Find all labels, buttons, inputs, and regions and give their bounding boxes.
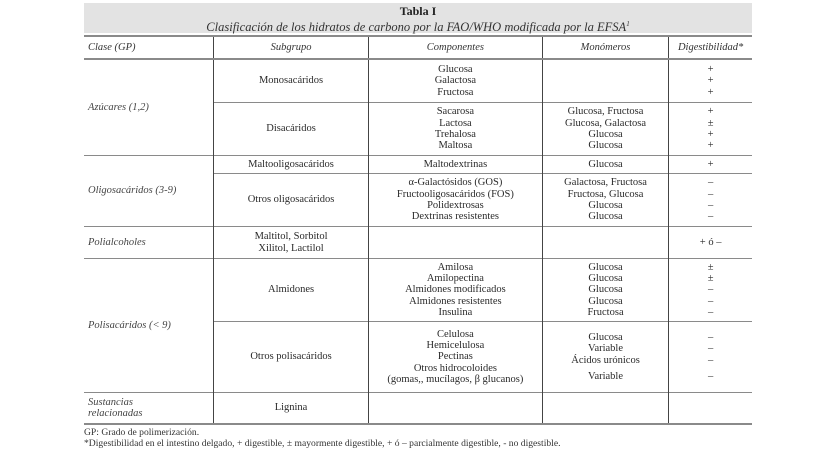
digestibility-value: ± xyxy=(707,273,714,285)
component-item: Glucosa xyxy=(438,64,473,76)
monomer-item: Variable xyxy=(588,370,624,382)
component-item: Almidones modificados xyxy=(405,284,506,296)
subgroup-line: Maltitol, Sorbitol xyxy=(254,231,328,243)
monomer-item: Variable xyxy=(588,343,624,355)
digestibility-value: ± xyxy=(707,117,714,129)
clase-line: Sustancias xyxy=(88,396,133,408)
monomer-item: Fructosa, Glucosa xyxy=(567,188,644,200)
clase-cell: Polialcoholes xyxy=(84,227,214,259)
clase-line: relacionadas xyxy=(88,408,143,419)
monomer-item: Ácidos urónicos xyxy=(571,354,640,366)
subgrupo-cell xyxy=(214,227,369,259)
digestibility-value: – xyxy=(707,284,714,296)
component-item: Sacarosa xyxy=(436,106,475,118)
clase-cell: Polisacáridos (< 9) xyxy=(84,259,214,393)
digestibility-value: – xyxy=(707,200,714,211)
monomeros-cell xyxy=(542,174,668,227)
digestibilidad-cell xyxy=(669,322,752,393)
componentes-cell xyxy=(368,322,542,393)
monomer-item: Fructosa xyxy=(587,306,624,318)
component-item: (gomas,, mucílagos, β glucanos) xyxy=(387,373,524,385)
monomer-item: Glucosa, Galactosa xyxy=(564,117,647,129)
subgrupo-cell: Disacáridos xyxy=(214,103,369,156)
header-digestibilidad: Digestibilidad* xyxy=(669,36,752,59)
digestibilidad-cell xyxy=(669,103,752,156)
monomer-item: Glucosa xyxy=(588,284,623,296)
component-item: Galactosa xyxy=(434,75,477,87)
carbohydrate-classification-table xyxy=(84,35,752,425)
digestibility-value: – xyxy=(707,331,714,343)
monomer-item: Glucosa xyxy=(588,140,623,152)
table-subtitle: Clasificación de los hidratos de carbono por la FAO/WHO modificada por la EFSA$^1$ xyxy=(206,20,630,35)
component-item: Insulina xyxy=(438,306,473,318)
digestibilidad-cell xyxy=(669,174,752,227)
footnote-digestibility: *Digestibilidad en el intestino delgado, + digestible, ± mayormente digestible, + ó – parcialmente digestible, - no digestible. xyxy=(84,437,561,449)
digestibility-value: – xyxy=(707,211,714,223)
header-clase: Clase (GP) xyxy=(84,36,214,59)
table-row xyxy=(84,156,752,174)
subgroup-line: Xilitol, Lactilol xyxy=(258,242,324,254)
monomeros-cell xyxy=(542,393,668,425)
componentes-cell xyxy=(368,393,542,425)
monomer-item: Glucosa xyxy=(588,129,623,140)
digestibility-value: + xyxy=(707,129,714,140)
header-row xyxy=(84,36,752,59)
monomer-item: Glucosa xyxy=(588,331,623,343)
component-item: Pectinas xyxy=(437,351,473,363)
digestibility-value: – xyxy=(707,188,714,200)
monomer-item: Galactosa, Fructosa xyxy=(564,177,647,189)
digestibility-value: – xyxy=(707,343,714,355)
digestibility-value: ± xyxy=(707,261,714,273)
header-subgrupo: Subgrupo xyxy=(214,36,369,59)
component-item: Amilopectina xyxy=(426,273,484,285)
monomeros-cell: Glucosa xyxy=(542,156,668,174)
componentes-cell xyxy=(368,103,542,156)
digestibilidad-cell: + ó – xyxy=(669,227,752,259)
digestibility-value: + xyxy=(707,140,714,152)
digestibility-value: + xyxy=(707,64,714,76)
subgrupo-cell: Lignina xyxy=(214,393,369,425)
digestibilidad-cell xyxy=(669,59,752,103)
monomer-item: Glucosa xyxy=(588,261,623,273)
digestibility-value: + xyxy=(707,86,714,98)
component-item: Fructosa xyxy=(437,86,474,98)
monomeros-cell xyxy=(542,227,668,259)
table-row xyxy=(84,227,752,259)
header-monomeros: Monómeros xyxy=(542,36,668,59)
componentes-cell: Maltodextrinas xyxy=(368,156,542,174)
subgrupo-cell: Otros polisacáridos xyxy=(214,322,369,393)
digestibility-value: – xyxy=(707,354,714,366)
component-item: Lactosa xyxy=(439,117,472,129)
component-item: Hemicelulosa xyxy=(426,340,485,352)
digestibility-value: + xyxy=(707,106,714,118)
componentes-cell xyxy=(368,227,542,259)
header-componentes: Componentes xyxy=(368,36,542,59)
clase-cell: Azúcares (1,2) xyxy=(88,101,149,113)
monomer-item: Glucosa, Fructosa xyxy=(567,106,644,118)
digestibility-value: + xyxy=(707,75,714,87)
monomeros-cell xyxy=(542,259,668,322)
componentes-cell xyxy=(368,174,542,227)
monomeros-cell xyxy=(542,322,668,393)
subgrupo-cell: Otros oligosacáridos xyxy=(214,174,369,227)
monomer-item: Glucosa xyxy=(588,295,623,307)
digestibility-value: – xyxy=(707,306,714,318)
component-item: Almidones resistentes xyxy=(409,295,502,307)
digestibility-value: – xyxy=(707,177,714,189)
component-item: Dextrinas resistentes xyxy=(411,211,499,223)
component-item: Fructooligosacáridos (FOS) xyxy=(396,188,514,200)
digestibilidad-cell xyxy=(669,393,752,425)
clase-cell: Oligosacáridos (3-9) xyxy=(84,156,214,227)
monomeros-cell xyxy=(542,59,668,103)
componentes-cell xyxy=(368,259,542,322)
digestibility-value: – xyxy=(707,370,714,382)
table-row xyxy=(84,259,752,322)
monomeros-cell xyxy=(542,103,668,156)
clase-cell xyxy=(84,393,214,425)
subgrupo-cell: Maltooligosacáridos xyxy=(214,156,369,174)
digestibilidad-cell xyxy=(669,259,752,322)
component-item: Polidextrosas xyxy=(427,200,484,211)
component-item: Trehalosa xyxy=(434,129,476,140)
componentes-cell xyxy=(368,59,542,103)
subgrupo-cell: Almidones xyxy=(214,259,369,322)
table-caption xyxy=(84,3,752,33)
digestibility-value: – xyxy=(707,295,714,307)
component-item: Otros hidrocoloides xyxy=(413,362,497,374)
table-footnotes xyxy=(84,428,752,449)
monomer-item: Glucosa xyxy=(588,273,623,285)
component-item: Maltosa xyxy=(438,140,473,152)
component-item: Amilosa xyxy=(437,261,474,273)
digestibilidad-cell: + xyxy=(669,156,752,174)
table-figure xyxy=(84,3,752,449)
monomer-item: Glucosa xyxy=(588,211,623,223)
component-item: α-Galactósidos (GOS) xyxy=(408,177,503,189)
component-item: Celulosa xyxy=(437,328,474,340)
table-title: Tabla I xyxy=(399,4,437,18)
table-row xyxy=(84,59,752,103)
subgrupo-cell: Monosacáridos xyxy=(214,59,369,103)
footnote-gp: GP: Grado de polimerización. xyxy=(84,427,200,438)
table-row xyxy=(84,393,752,425)
monomer-item: Glucosa xyxy=(588,200,623,211)
footnote-ref: 1 xyxy=(626,20,630,28)
